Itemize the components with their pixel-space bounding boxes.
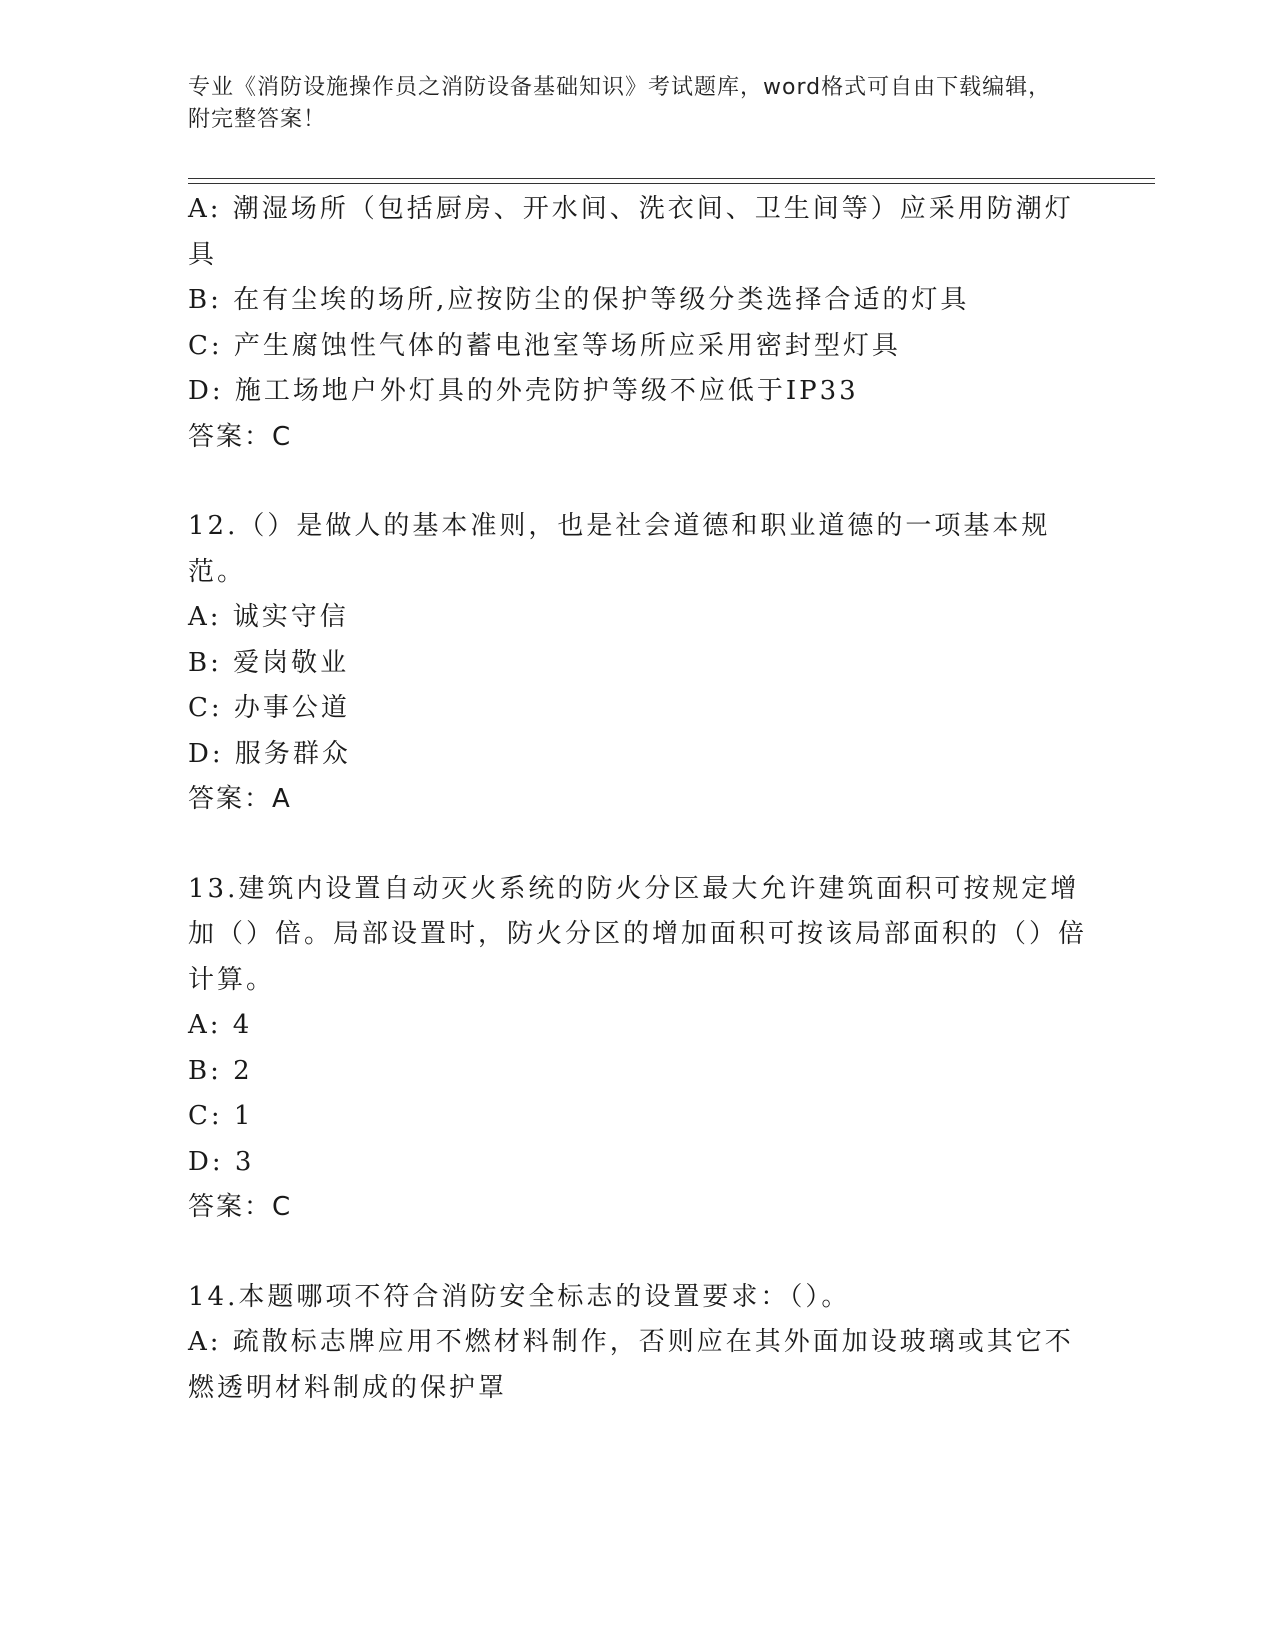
spacer — [188, 460, 1088, 504]
option-b: B: 2 — [188, 1055, 253, 1086]
option-a: A: 诚实守信 — [188, 602, 349, 632]
answer: 答案：C — [188, 1192, 293, 1222]
answer: 答案：A — [188, 784, 292, 814]
header-divider-top — [188, 178, 1155, 179]
option-b: B: 爱岗敬业 — [188, 647, 350, 678]
header-divider-bottom — [188, 183, 1155, 184]
spacer — [188, 823, 1088, 867]
question-stem: 14.本题哪项不符合消防安全标志的设置要求：（）。 — [188, 1281, 851, 1312]
spacer — [188, 1231, 1088, 1275]
option-c: C: 1 — [188, 1101, 254, 1131]
option-a: A: 4 — [188, 1010, 253, 1040]
question-13 — [188, 867, 1088, 1231]
question-content — [188, 187, 1088, 1411]
question-12 — [188, 504, 1088, 823]
option-d: D: 服务群众 — [188, 738, 351, 769]
option-c: C: 办事公道 — [188, 693, 350, 723]
question-stem: 13.建筑内设置自动灭火系统的防火分区最大允许建筑面积可按规定增加（）倍。局部设置时，防火分区的增加面积可按该局部面积的（）倍计算。 — [188, 873, 1088, 995]
question-11 — [188, 187, 1088, 460]
option-b: B: 在有尘埃的场所,应按防尘的保护等级分类选择合适的灯具 — [188, 285, 970, 315]
option-d: D: 施工场地户外灯具的外壳防护等级不应低于IP33 — [188, 376, 859, 406]
answer: 答案：C — [188, 421, 293, 452]
option-c: C: 产生腐蚀性气体的蓄电池室等场所应采用密封型灯具 — [188, 330, 901, 361]
option-a: A: 潮湿场所（包括厨房、开水间、洗衣间、卫生间等）应采用防潮灯具 — [188, 194, 1074, 270]
option-d: D: 3 — [188, 1146, 255, 1177]
question-stem: 12.（）是做人的基本准则，也是社会道德和职业道德的一项基本规范。 — [188, 511, 1051, 587]
page-header: 专业《消防设施操作员之消防设备基础知识》考试题库，word格式可自由下载编辑，附完整答案！ — [188, 75, 1052, 132]
question-14 — [188, 1275, 1088, 1412]
option-a: A: 疏散标志牌应用不燃材料制作，否则应在其外面加设玻璃或其它不燃透明材料制成的保护罩 — [188, 1327, 1074, 1403]
